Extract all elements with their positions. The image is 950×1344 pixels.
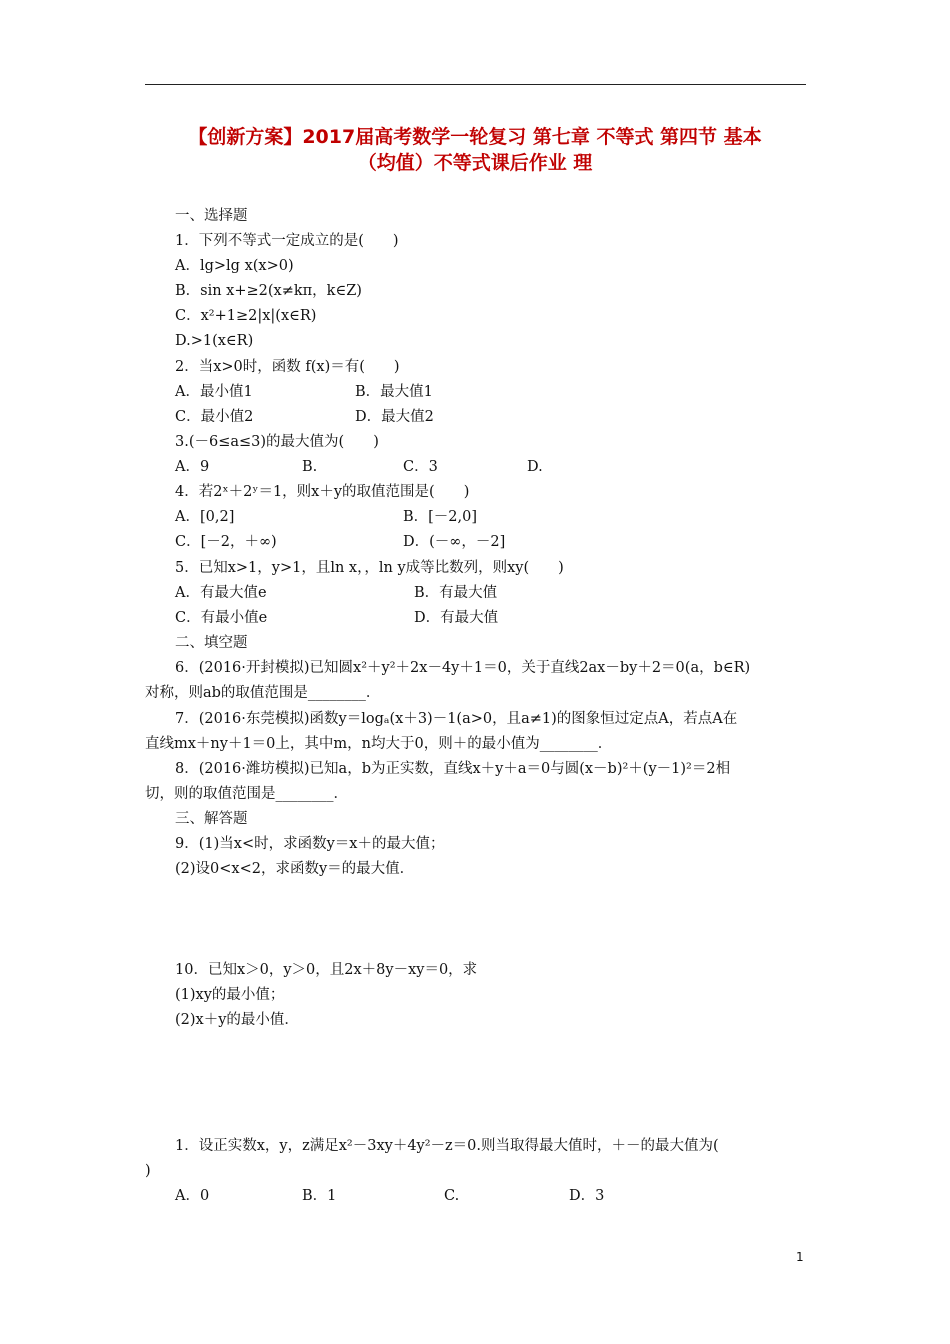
question-continuation: ): [145, 1163, 151, 1179]
answer-option: A．有最大值e: [175, 585, 267, 601]
question-subpart: (2)设0<x<2，求函数y＝的最大值．: [175, 861, 415, 877]
answer-option: A．9: [175, 459, 210, 475]
question-stem: 4．若2ˣ＋2ʸ＝1，则x＋y的取值范围是( ): [175, 484, 470, 500]
answer-option: A．0: [175, 1188, 210, 1204]
answer-option: B．最大值1: [355, 384, 433, 400]
answer-option: A．lg>lg x(x>0): [175, 258, 294, 274]
question-stem: 1．下列不等式一定成立的是( ): [175, 233, 399, 249]
answer-option: D．最大值2: [355, 409, 434, 425]
answer-option: C．x²+1≥2|x|(x∈R): [175, 308, 317, 324]
answer-option: A．[0,2]: [175, 509, 235, 525]
title-line-2: （均值）不等式课后作业 理: [357, 152, 593, 174]
section-heading: 一、选择题: [175, 208, 248, 224]
question-subpart: (1)xy的最小值；: [175, 987, 285, 1003]
answer-option: D．(－∞，－2]: [403, 534, 506, 550]
question-continuation: 直线mx＋ny＋1＝0上，其中m，n均大于0，则＋的最小值为________．: [145, 736, 613, 752]
question-stem: 10．已知x＞0，y＞0，且2x＋8y－xy＝0，求: [175, 962, 478, 978]
answer-option: C．有最小值e: [175, 610, 268, 626]
header-rule: [145, 84, 806, 85]
answer-option: A．最小值1: [175, 384, 253, 400]
section-heading: 三、解答题: [175, 811, 248, 827]
section-heading: 二、填空题: [175, 635, 248, 651]
document-title: [120, 124, 830, 176]
question-subpart: (2)x＋y的最小值．: [175, 1012, 299, 1028]
question-continuation: 切，则的取值范围是________．: [145, 786, 348, 802]
answer-option: B．1: [302, 1188, 337, 1204]
answer-option: B．有最大值: [414, 585, 498, 601]
answer-option: C．3: [403, 459, 438, 475]
answer-option: D．有最大值: [414, 610, 499, 626]
question-stem: 6．(2016·开封模拟)已知圆x²＋y²＋2x－4y＋1＝0，关于直线2ax－by＋2＝0(a，b∈R): [175, 660, 751, 676]
question-stem: 5．已知x>1，y>1，且ln x，，ln y成等比数列，则xy( ): [175, 560, 564, 576]
question-stem: 2．当x>0时，函数 f(x)＝有( ): [175, 359, 400, 375]
answer-option: B．sin x+≥2(x≠kπ，k∈Z): [175, 283, 362, 299]
question-stem: 7．(2016·东莞模拟)函数y＝logₐ(x＋3)－1(a>0，且a≠1)的图象恒过定点A，若点A在: [175, 711, 738, 727]
answer-option: D.>1(x∈R): [175, 333, 254, 349]
title-line-1: 【创新方案】2017届高考数学一轮复习 第七章 不等式 第四节 基本: [188, 126, 762, 148]
question-stem: 1．设正实数x，y，z满足x²－3xy＋4y²－z＝0.则当取得最大值时，＋－的最大值为(: [175, 1138, 719, 1154]
question-continuation: 对称，则ab的取值范围是________．: [145, 685, 381, 701]
answer-option: D．3: [569, 1188, 605, 1204]
answer-option: C．[－2，＋∞): [175, 534, 277, 550]
page-number: 1: [796, 1250, 804, 1264]
answer-option: C．最小值2: [175, 409, 254, 425]
answer-option: C.: [444, 1188, 460, 1204]
question-stem: 8．(2016·潍坊模拟)已知a，b为正实数，直线x＋y＋a＝0与圆(x－b)²＋(y－1)²＝2相: [175, 761, 731, 777]
answer-option: B．[－2,0]: [403, 509, 478, 525]
answer-option: B.: [302, 459, 318, 475]
question-stem: 9．(1)当x<时，求函数y＝x＋的最大值；: [175, 836, 445, 852]
answer-option: D.: [527, 459, 543, 475]
question-stem: 3.(－6≤a≤3)的最大值为( ): [175, 434, 379, 450]
